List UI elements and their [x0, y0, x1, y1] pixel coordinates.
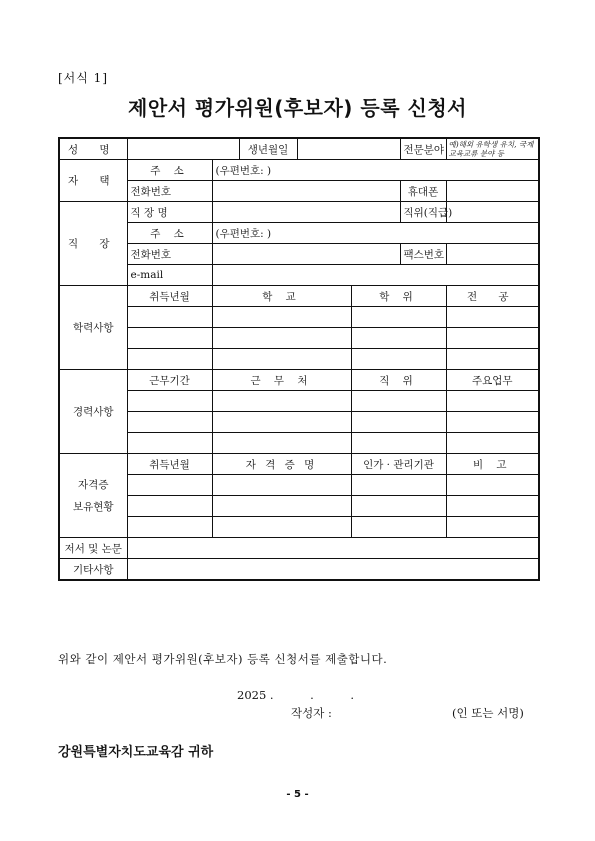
cell[interactable]	[212, 412, 351, 433]
work-company-row	[59, 202, 539, 223]
birth-label: 생년월일	[239, 138, 297, 160]
table-row	[59, 475, 539, 496]
others-row	[59, 559, 539, 581]
field-field[interactable]	[446, 138, 539, 160]
career-header-position: 직 위	[351, 370, 446, 391]
declaration-text: 위와 같이 제안서 평가위원(후보자) 등록 신청서를 제출합니다.	[58, 652, 388, 666]
cell[interactable]	[212, 349, 351, 370]
cell[interactable]	[446, 307, 539, 328]
cell[interactable]	[212, 496, 351, 517]
cell[interactable]	[212, 391, 351, 412]
cell[interactable]	[351, 328, 446, 349]
education-section-label: 학력사항	[59, 286, 127, 370]
work-phone-field[interactable]	[212, 244, 400, 265]
cell[interactable]	[127, 391, 212, 412]
work-address-label: 주 소	[127, 223, 212, 244]
cell[interactable]	[351, 475, 446, 496]
cell[interactable]	[127, 307, 212, 328]
cell[interactable]	[351, 517, 446, 538]
certificate-header-row	[59, 454, 539, 475]
cell[interactable]	[351, 391, 446, 412]
education-header-date: 취득년월	[127, 286, 212, 307]
cell[interactable]	[351, 307, 446, 328]
mobile-field[interactable]	[446, 181, 539, 202]
fax-field[interactable]	[446, 244, 539, 265]
education-header-school: 학 교	[212, 286, 351, 307]
cell[interactable]	[351, 496, 446, 517]
work-phone-row	[59, 244, 539, 265]
seal-label: (인 또는 서명)	[452, 706, 524, 720]
cell[interactable]	[212, 517, 351, 538]
home-phone-row	[59, 181, 539, 202]
cell[interactable]	[351, 349, 446, 370]
work-email-row	[59, 265, 539, 286]
name-field[interactable]	[127, 138, 239, 160]
table-row	[59, 517, 539, 538]
table-row	[59, 433, 539, 454]
home-address-row	[59, 160, 539, 181]
mobile-label: 휴대폰	[400, 181, 446, 202]
field-label: 전문분야	[400, 138, 446, 160]
cell[interactable]	[351, 412, 446, 433]
cell[interactable]	[446, 433, 539, 454]
position-label: 직위(직급)	[400, 202, 446, 223]
certificate-section-label	[59, 454, 127, 538]
cell[interactable]	[212, 307, 351, 328]
fax-label: 팩스번호	[400, 244, 446, 265]
publications-label: 저서 및 논문	[59, 538, 127, 559]
birth-field[interactable]	[297, 138, 400, 160]
career-header-period: 근무기간	[127, 370, 212, 391]
form-number: [서식 1]	[58, 71, 108, 85]
date-line: 2025 . . .	[237, 688, 354, 702]
cell[interactable]	[446, 412, 539, 433]
home-address-field[interactable]: (우편번호: )	[212, 160, 539, 181]
page-title: 제안서 평가위원(후보자) 등록 신청서	[128, 96, 467, 120]
email-field[interactable]	[212, 265, 539, 286]
cell[interactable]	[127, 412, 212, 433]
others-label: 기타사항	[59, 559, 127, 581]
cell[interactable]	[127, 433, 212, 454]
cell[interactable]	[127, 517, 212, 538]
cell[interactable]	[212, 328, 351, 349]
publications-field[interactable]	[127, 538, 539, 559]
work-phone-label: 전화번호	[127, 244, 212, 265]
addressee: 강원특별자치도교육감 귀하	[58, 745, 214, 760]
cell[interactable]	[446, 391, 539, 412]
home-address-label: 주 소	[127, 160, 212, 181]
cell[interactable]	[127, 328, 212, 349]
work-address-field[interactable]: (우편번호: )	[212, 223, 539, 244]
field-note: 예)해외 유학생 유치, 국제교육교류 분야 등	[448, 140, 534, 158]
author-label: 작성자 :	[291, 706, 332, 720]
cell[interactable]	[212, 433, 351, 454]
education-header-row	[59, 286, 539, 307]
certificate-header-remarks: 비 고	[446, 454, 539, 475]
career-section-label: 경력사항	[59, 370, 127, 454]
email-label: e-mail	[127, 265, 212, 286]
table-row	[59, 412, 539, 433]
career-header-workplace: 근 무 처	[212, 370, 351, 391]
certificate-header-agency: 인가 · 관리기관	[351, 454, 446, 475]
application-form-table	[58, 137, 540, 581]
basic-info-row	[59, 138, 539, 160]
table-row	[59, 496, 539, 517]
education-header-major: 전 공	[446, 286, 539, 307]
home-section-label: 자 택	[59, 160, 127, 202]
cell[interactable]	[446, 496, 539, 517]
certificate-header-date: 취득년월	[127, 454, 212, 475]
career-header-duties: 주요업무	[446, 370, 539, 391]
career-header-row	[59, 370, 539, 391]
position-field[interactable]	[446, 202, 539, 223]
cell[interactable]	[446, 328, 539, 349]
work-section-label: 직 장	[59, 202, 127, 286]
certificate-header-name: 자 격 증 명	[212, 454, 351, 475]
certificate-label-line2: 보유현황	[72, 500, 114, 513]
cell[interactable]	[446, 349, 539, 370]
table-row	[59, 307, 539, 328]
table-row	[59, 328, 539, 349]
certificate-label-line1: 자격증	[78, 478, 109, 491]
education-header-degree: 학 위	[351, 286, 446, 307]
table-row	[59, 391, 539, 412]
cell[interactable]	[446, 475, 539, 496]
name-label: 성 명	[59, 138, 127, 160]
page-number: - 5 -	[286, 789, 309, 800]
table-row	[59, 349, 539, 370]
cell[interactable]	[127, 349, 212, 370]
others-field[interactable]	[127, 559, 539, 581]
cell[interactable]	[212, 475, 351, 496]
cell[interactable]	[127, 496, 212, 517]
cell[interactable]	[127, 475, 212, 496]
cell[interactable]	[351, 433, 446, 454]
company-field[interactable]	[212, 202, 400, 223]
home-phone-field[interactable]	[212, 181, 400, 202]
work-address-row	[59, 223, 539, 244]
home-phone-label: 전화번호	[127, 181, 212, 202]
cell[interactable]	[446, 517, 539, 538]
company-label: 직 장 명	[127, 202, 212, 223]
publications-row	[59, 538, 539, 559]
